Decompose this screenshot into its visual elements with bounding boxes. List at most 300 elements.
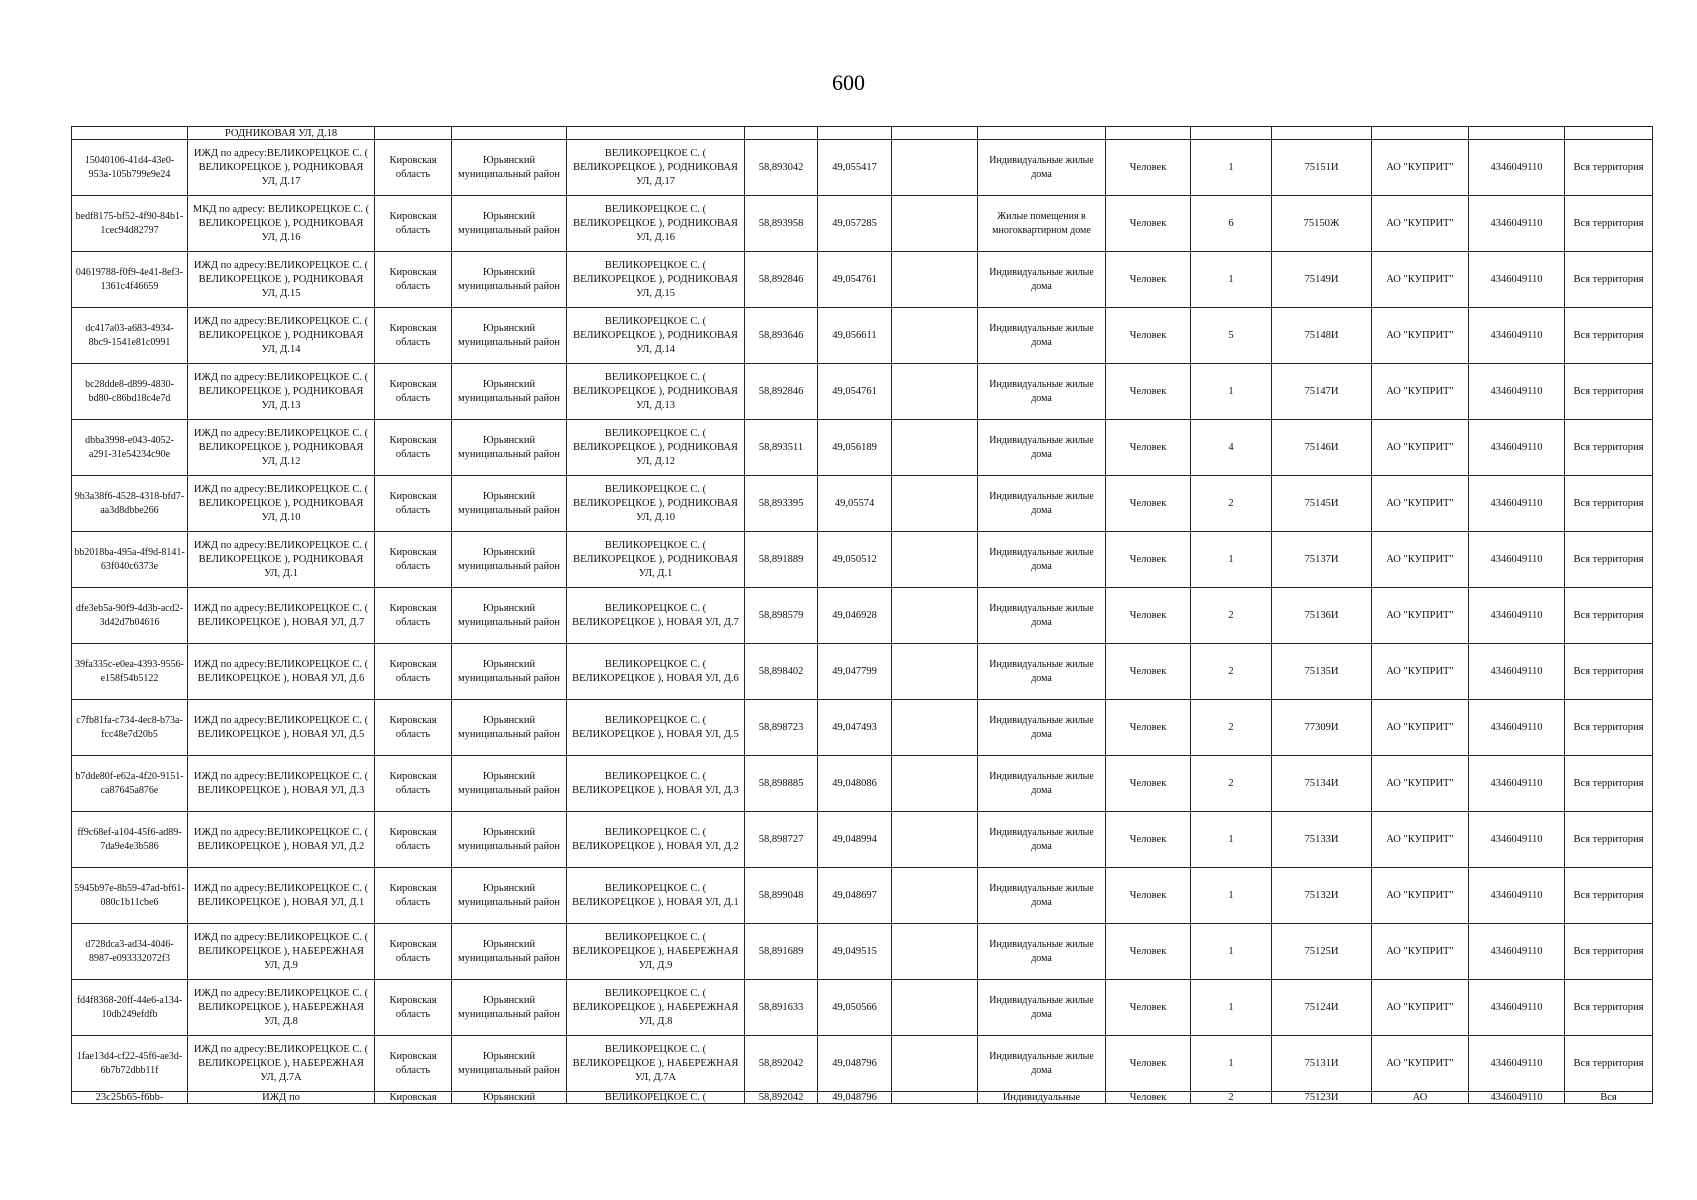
cell-id: b7dde80f-e62a-4f20-9151-ca87645a876e bbox=[72, 756, 188, 812]
cell-inn: 4346049110 bbox=[1469, 476, 1565, 532]
cell-id: bc28dde8-d899-4830-bd80-c86bd18c4e7d bbox=[72, 364, 188, 420]
cell-district bbox=[452, 127, 567, 140]
table-row bbox=[72, 1036, 1653, 1092]
cell-extra bbox=[892, 980, 978, 1036]
cell-zone: Вся территория bbox=[1565, 532, 1653, 588]
cell-district: Юрьянский муниципальный район bbox=[452, 756, 567, 812]
cell-qty: 1 bbox=[1191, 140, 1272, 196]
cell-id: 1fae13d4-cf22-45f6-ae3d-6b7b72dbb11f bbox=[72, 1036, 188, 1092]
cell-object: ИЖД по адресу:ВЕЛИКОРЕЦКОЕ С. ( ВЕЛИКОРЕЦКОЕ ), НАБЕРЕЖНАЯ УЛ, Д.7А bbox=[188, 1036, 375, 1092]
cell-unit: Человек bbox=[1106, 476, 1191, 532]
cell-region: Кировская bbox=[375, 1092, 452, 1104]
cell-id: c7fb81fa-c734-4ec8-b73a-fcc48e7d20b5 bbox=[72, 700, 188, 756]
cell-zone: Вся территория bbox=[1565, 588, 1653, 644]
cell-object: ИЖД по адресу:ВЕЛИКОРЕЦКОЕ С. ( ВЕЛИКОРЕЦКОЕ ), НОВАЯ УЛ, Д.5 bbox=[188, 700, 375, 756]
cell-code: 75124И bbox=[1272, 980, 1372, 1036]
cell-code: 75148И bbox=[1272, 308, 1372, 364]
cell-object: ИЖД по адресу:ВЕЛИКОРЕЦКОЕ С. ( ВЕЛИКОРЕЦКОЕ ), РОДНИКОВАЯ УЛ, Д.12 bbox=[188, 420, 375, 476]
table-row bbox=[72, 980, 1653, 1036]
trailing-row bbox=[72, 1092, 1653, 1104]
cell-lat: 58,898579 bbox=[745, 588, 818, 644]
cell-type: Индивидуальные жилые дома bbox=[978, 364, 1106, 420]
cell-inn: 4346049110 bbox=[1469, 980, 1565, 1036]
table-row bbox=[72, 700, 1653, 756]
cell-zone: Вся территория bbox=[1565, 756, 1653, 812]
cell-extra bbox=[892, 252, 978, 308]
cell-zone: Вся территория bbox=[1565, 364, 1653, 420]
cell-qty: 5 bbox=[1191, 308, 1272, 364]
cell-qty: 2 bbox=[1191, 1092, 1272, 1104]
cell-qty: 1 bbox=[1191, 812, 1272, 868]
cell-object: ИЖД по адресу:ВЕЛИКОРЕЦКОЕ С. ( ВЕЛИКОРЕЦКОЕ ), РОДНИКОВАЯ УЛ, Д.15 bbox=[188, 252, 375, 308]
cell-extra bbox=[892, 308, 978, 364]
cell-object: ИЖД по bbox=[188, 1092, 375, 1104]
cell-code: 75145И bbox=[1272, 476, 1372, 532]
cell-type: Индивидуальные жилые дома bbox=[978, 420, 1106, 476]
cell-address: ВЕЛИКОРЕЦКОЕ С. ( ВЕЛИКОРЕЦКОЕ ), НАБЕРЕЖНАЯ УЛ, Д.7А bbox=[567, 1036, 745, 1092]
cell-zone: Вся территория bbox=[1565, 980, 1653, 1036]
cell-qty: 2 bbox=[1191, 700, 1272, 756]
cell-region bbox=[375, 127, 452, 140]
cell-lon: 49,048994 bbox=[818, 812, 892, 868]
cell-inn: 4346049110 bbox=[1469, 308, 1565, 364]
cell-object: ИЖД по адресу:ВЕЛИКОРЕЦКОЕ С. ( ВЕЛИКОРЕЦКОЕ ), НАБЕРЕЖНАЯ УЛ, Д.9 bbox=[188, 924, 375, 980]
cell-qty: 1 bbox=[1191, 252, 1272, 308]
cell-extra bbox=[892, 868, 978, 924]
cell-code: 75131И bbox=[1272, 1036, 1372, 1092]
cell-org: АО "КУПРИТ" bbox=[1372, 980, 1469, 1036]
cell-unit: Человек bbox=[1106, 756, 1191, 812]
cell-qty: 2 bbox=[1191, 644, 1272, 700]
cell-id: 23c25b65-f6bb- bbox=[72, 1092, 188, 1104]
table-row bbox=[72, 140, 1653, 196]
cell-object: ИЖД по адресу:ВЕЛИКОРЕЦКОЕ С. ( ВЕЛИКОРЕЦКОЕ ), НОВАЯ УЛ, Д.7 bbox=[188, 588, 375, 644]
cell-lat bbox=[745, 127, 818, 140]
cell-unit: Человек bbox=[1106, 980, 1191, 1036]
cell-lat: 58,893646 bbox=[745, 308, 818, 364]
table-row bbox=[72, 252, 1653, 308]
cell-inn: 4346049110 bbox=[1469, 364, 1565, 420]
cell-lon: 49,048796 bbox=[818, 1092, 892, 1104]
cell-id bbox=[72, 127, 188, 140]
cell-type: Индивидуальные жилые дома bbox=[978, 812, 1106, 868]
cell-district: Юрьянский муниципальный район bbox=[452, 812, 567, 868]
cell-code: 75147И bbox=[1272, 364, 1372, 420]
cell-address: ВЕЛИКОРЕЦКОЕ С. ( ВЕЛИКОРЕЦКОЕ ), РОДНИКОВАЯ УЛ, Д.15 bbox=[567, 252, 745, 308]
cell-id: bedf8175-bf52-4f90-84b1-1cec94d82797 bbox=[72, 196, 188, 252]
cell-lat: 58,898727 bbox=[745, 812, 818, 868]
cell-unit: Человек bbox=[1106, 308, 1191, 364]
cell-region: Кировская область bbox=[375, 812, 452, 868]
cell-region: Кировская область bbox=[375, 924, 452, 980]
cell-district: Юрьянский муниципальный район bbox=[452, 868, 567, 924]
cell-inn: 4346049110 bbox=[1469, 420, 1565, 476]
cell-object: ИЖД по адресу:ВЕЛИКОРЕЦКОЕ С. ( ВЕЛИКОРЕЦКОЕ ), РОДНИКОВАЯ УЛ, Д.17 bbox=[188, 140, 375, 196]
cell-org: АО "КУПРИТ" bbox=[1372, 812, 1469, 868]
cell-code: 75134И bbox=[1272, 756, 1372, 812]
cell-zone: Вся территория bbox=[1565, 420, 1653, 476]
cell-org: АО "КУПРИТ" bbox=[1372, 532, 1469, 588]
table-row bbox=[72, 812, 1653, 868]
cell-district: Юрьянский муниципальный район bbox=[452, 140, 567, 196]
cell-org: АО "КУПРИТ" bbox=[1372, 252, 1469, 308]
cell-inn: 4346049110 bbox=[1469, 644, 1565, 700]
cell-inn: 4346049110 bbox=[1469, 196, 1565, 252]
cell-object: ИЖД по адресу:ВЕЛИКОРЕЦКОЕ С. ( ВЕЛИКОРЕЦКОЕ ), НОВАЯ УЛ, Д.3 bbox=[188, 756, 375, 812]
cell-lat: 58,892846 bbox=[745, 252, 818, 308]
cell-extra bbox=[892, 476, 978, 532]
cell-lon: 49,056611 bbox=[818, 308, 892, 364]
cell-district: Юрьянский муниципальный район bbox=[452, 980, 567, 1036]
cell-lon: 49,056189 bbox=[818, 420, 892, 476]
cell-lon: 49,050566 bbox=[818, 980, 892, 1036]
cell-inn: 4346049110 bbox=[1469, 140, 1565, 196]
cell-zone: Вся территория bbox=[1565, 812, 1653, 868]
cell-inn: 4346049110 bbox=[1469, 532, 1565, 588]
cell-id: 5945b97e-8b59-47ad-bf61-080c1b11cbe6 bbox=[72, 868, 188, 924]
table-row bbox=[72, 364, 1653, 420]
cell-qty: 1 bbox=[1191, 532, 1272, 588]
cell-zone bbox=[1565, 127, 1653, 140]
cell-region: Кировская область bbox=[375, 756, 452, 812]
cell-region: Кировская область bbox=[375, 532, 452, 588]
cell-id: 9b3a38f6-4528-4318-bfd7-aa3d8dbbe266 bbox=[72, 476, 188, 532]
cell-lat: 58,892042 bbox=[745, 1092, 818, 1104]
cell-unit: Человек bbox=[1106, 252, 1191, 308]
cell-region: Кировская область bbox=[375, 868, 452, 924]
cell-address: ВЕЛИКОРЕЦКОЕ С. ( ВЕЛИКОРЕЦКОЕ ), НОВАЯ УЛ, Д.5 bbox=[567, 700, 745, 756]
cell-extra bbox=[892, 1092, 978, 1104]
cell-lon: 49,049515 bbox=[818, 924, 892, 980]
cell-address: ВЕЛИКОРЕЦКОЕ С. ( ВЕЛИКОРЕЦКОЕ ), НАБЕРЕЖНАЯ УЛ, Д.8 bbox=[567, 980, 745, 1036]
cell-unit: Человек bbox=[1106, 364, 1191, 420]
cell-lat: 58,893511 bbox=[745, 420, 818, 476]
cell-qty: 2 bbox=[1191, 588, 1272, 644]
cell-lon: 49,048697 bbox=[818, 868, 892, 924]
cell-zone: Вся территория bbox=[1565, 196, 1653, 252]
cell-object: ИЖД по адресу:ВЕЛИКОРЕЦКОЕ С. ( ВЕЛИКОРЕЦКОЕ ), НОВАЯ УЛ, Д.2 bbox=[188, 812, 375, 868]
cell-object: РОДНИКОВАЯ УЛ, Д.18 bbox=[188, 127, 375, 140]
cell-object: МКД по адресу: ВЕЛИКОРЕЦКОЕ С. ( ВЕЛИКОРЕЦКОЕ ), РОДНИКОВАЯ УЛ, Д.16 bbox=[188, 196, 375, 252]
cell-lat: 58,898723 bbox=[745, 700, 818, 756]
cell-id: fd4f8368-20ff-44e6-a134-10db249efdfb bbox=[72, 980, 188, 1036]
cell-id: 15040106-41d4-43e0-953a-105b799e9e24 bbox=[72, 140, 188, 196]
cell-extra bbox=[892, 1036, 978, 1092]
cell-address: ВЕЛИКОРЕЦКОЕ С. ( ВЕЛИКОРЕЦКОЕ ), НОВАЯ УЛ, Д.7 bbox=[567, 588, 745, 644]
cell-region: Кировская область bbox=[375, 588, 452, 644]
cell-unit: Человек bbox=[1106, 868, 1191, 924]
cell-unit: Человек bbox=[1106, 140, 1191, 196]
cell-extra bbox=[892, 644, 978, 700]
cell-zone: Вся территория bbox=[1565, 644, 1653, 700]
cell-unit: Человек bbox=[1106, 196, 1191, 252]
cell-lon: 49,048796 bbox=[818, 1036, 892, 1092]
cell-org: АО "КУПРИТ" bbox=[1372, 924, 1469, 980]
cell-lon: 49,054761 bbox=[818, 252, 892, 308]
cell-inn bbox=[1469, 127, 1565, 140]
cell-org: АО "КУПРИТ" bbox=[1372, 756, 1469, 812]
cell-region: Кировская область bbox=[375, 420, 452, 476]
cell-address: ВЕЛИКОРЕЦКОЕ С. ( ВЕЛИКОРЕЦКОЕ ), НАБЕРЕЖНАЯ УЛ, Д.9 bbox=[567, 924, 745, 980]
cell-code bbox=[1272, 127, 1372, 140]
cell-extra bbox=[892, 588, 978, 644]
cell-code: 75146И bbox=[1272, 420, 1372, 476]
cell-org: АО "КУПРИТ" bbox=[1372, 644, 1469, 700]
cell-type: Индивидуальные жилые дома bbox=[978, 252, 1106, 308]
cell-zone: Вся территория bbox=[1565, 868, 1653, 924]
cell-id: 04619788-f0f9-4e41-8ef3-1361c4f46659 bbox=[72, 252, 188, 308]
cell-lon: 49,05574 bbox=[818, 476, 892, 532]
cell-zone: Вся территория bbox=[1565, 308, 1653, 364]
cell-id: ff9c68ef-a104-45f6-ad89-7da9e4e3b586 bbox=[72, 812, 188, 868]
cell-object: ИЖД по адресу:ВЕЛИКОРЕЦКОЕ С. ( ВЕЛИКОРЕЦКОЕ ), РОДНИКОВАЯ УЛ, Д.13 bbox=[188, 364, 375, 420]
cell-qty: 1 bbox=[1191, 868, 1272, 924]
cell-qty: 1 bbox=[1191, 980, 1272, 1036]
cell-region: Кировская область bbox=[375, 308, 452, 364]
cell-qty bbox=[1191, 127, 1272, 140]
cell-unit: Человек bbox=[1106, 1092, 1191, 1104]
cell-district: Юрьянский муниципальный район bbox=[452, 252, 567, 308]
cell-type: Индивидуальные bbox=[978, 1092, 1106, 1104]
cell-inn: 4346049110 bbox=[1469, 756, 1565, 812]
cell-code: 75132И bbox=[1272, 868, 1372, 924]
cell-unit: Человек bbox=[1106, 1036, 1191, 1092]
cell-district: Юрьянский муниципальный район bbox=[452, 420, 567, 476]
cell-org: АО "КУПРИТ" bbox=[1372, 476, 1469, 532]
cell-code: 75133И bbox=[1272, 812, 1372, 868]
cell-qty: 1 bbox=[1191, 924, 1272, 980]
cell-id: dfe3eb5a-90f9-4d3b-acd2-3d42d7b04616 bbox=[72, 588, 188, 644]
cell-zone: Вся территория bbox=[1565, 924, 1653, 980]
cell-unit bbox=[1106, 127, 1191, 140]
cell-extra bbox=[892, 532, 978, 588]
cell-qty: 1 bbox=[1191, 364, 1272, 420]
cell-region: Кировская область bbox=[375, 1036, 452, 1092]
cell-lat: 58,893958 bbox=[745, 196, 818, 252]
cell-district: Юрьянский муниципальный район bbox=[452, 308, 567, 364]
cell-id: bb2018ba-495a-4f9d-8141-63f040c6373e bbox=[72, 532, 188, 588]
cell-inn: 4346049110 bbox=[1469, 868, 1565, 924]
cell-zone: Вся территория bbox=[1565, 140, 1653, 196]
cell-org: АО "КУПРИТ" bbox=[1372, 140, 1469, 196]
cell-lat: 58,891633 bbox=[745, 980, 818, 1036]
cell-region: Кировская область bbox=[375, 364, 452, 420]
cell-type: Индивидуальные жилые дома bbox=[978, 980, 1106, 1036]
continued-row bbox=[72, 127, 1653, 140]
cell-district: Юрьянский bbox=[452, 1092, 567, 1104]
cell-lon: 49,050512 bbox=[818, 532, 892, 588]
cell-region: Кировская область bbox=[375, 476, 452, 532]
table-row bbox=[72, 756, 1653, 812]
cell-type bbox=[978, 127, 1106, 140]
cell-type: Индивидуальные жилые дома bbox=[978, 644, 1106, 700]
cell-district: Юрьянский муниципальный район bbox=[452, 1036, 567, 1092]
cell-lon: 49,046928 bbox=[818, 588, 892, 644]
cell-inn: 4346049110 bbox=[1469, 700, 1565, 756]
cell-type: Жилые помещения в многоквартирном доме bbox=[978, 196, 1106, 252]
cell-inn: 4346049110 bbox=[1469, 1092, 1565, 1104]
cell-org bbox=[1372, 127, 1469, 140]
cell-address: ВЕЛИКОРЕЦКОЕ С. ( ВЕЛИКОРЕЦКОЕ ), РОДНИКОВАЯ УЛ, Д.13 bbox=[567, 364, 745, 420]
register-body bbox=[72, 127, 1653, 1104]
cell-qty: 2 bbox=[1191, 756, 1272, 812]
cell-type: Индивидуальные жилые дома bbox=[978, 588, 1106, 644]
cell-type: Индивидуальные жилые дома bbox=[978, 140, 1106, 196]
cell-object: ИЖД по адресу:ВЕЛИКОРЕЦКОЕ С. ( ВЕЛИКОРЕЦКОЕ ), РОДНИКОВАЯ УЛ, Д.14 bbox=[188, 308, 375, 364]
cell-address: ВЕЛИКОРЕЦКОЕ С. ( ВЕЛИКОРЕЦКОЕ ), НОВАЯ УЛ, Д.6 bbox=[567, 644, 745, 700]
cell-org: АО "КУПРИТ" bbox=[1372, 588, 1469, 644]
cell-district: Юрьянский муниципальный район bbox=[452, 644, 567, 700]
cell-type: Индивидуальные жилые дома bbox=[978, 1036, 1106, 1092]
cell-type: Индивидуальные жилые дома bbox=[978, 700, 1106, 756]
cell-inn: 4346049110 bbox=[1469, 812, 1565, 868]
cell-inn: 4346049110 bbox=[1469, 924, 1565, 980]
cell-unit: Человек bbox=[1106, 644, 1191, 700]
cell-lon: 49,048086 bbox=[818, 756, 892, 812]
cell-address: ВЕЛИКОРЕЦКОЕ С. ( ВЕЛИКОРЕЦКОЕ ), РОДНИКОВАЯ УЛ, Д.14 bbox=[567, 308, 745, 364]
table-row bbox=[72, 588, 1653, 644]
cell-region: Кировская область bbox=[375, 196, 452, 252]
cell-org: АО "КУПРИТ" bbox=[1372, 700, 1469, 756]
cell-type: Индивидуальные жилые дома bbox=[978, 476, 1106, 532]
cell-qty: 1 bbox=[1191, 1036, 1272, 1092]
cell-lat: 58,891889 bbox=[745, 532, 818, 588]
cell-lat: 58,893042 bbox=[745, 140, 818, 196]
cell-type: Индивидуальные жилые дома bbox=[978, 756, 1106, 812]
cell-lat: 58,893395 bbox=[745, 476, 818, 532]
cell-unit: Человек bbox=[1106, 924, 1191, 980]
cell-district: Юрьянский муниципальный район bbox=[452, 532, 567, 588]
cell-extra bbox=[892, 700, 978, 756]
cell-address: ВЕЛИКОРЕЦКОЕ С. ( ВЕЛИКОРЕЦКОЕ ), НОВАЯ УЛ, Д.2 bbox=[567, 812, 745, 868]
cell-org: АО "КУПРИТ" bbox=[1372, 868, 1469, 924]
cell-code: 75123И bbox=[1272, 1092, 1372, 1104]
cell-object: ИЖД по адресу:ВЕЛИКОРЕЦКОЕ С. ( ВЕЛИКОРЕЦКОЕ ), НОВАЯ УЛ, Д.1 bbox=[188, 868, 375, 924]
cell-region: Кировская область bbox=[375, 980, 452, 1036]
cell-district: Юрьянский муниципальный район bbox=[452, 476, 567, 532]
cell-unit: Человек bbox=[1106, 420, 1191, 476]
cell-org: АО bbox=[1372, 1092, 1469, 1104]
cell-code: 77309И bbox=[1272, 700, 1372, 756]
cell-object: ИЖД по адресу:ВЕЛИКОРЕЦКОЕ С. ( ВЕЛИКОРЕЦКОЕ ), РОДНИКОВАЯ УЛ, Д.1 bbox=[188, 532, 375, 588]
cell-inn: 4346049110 bbox=[1469, 588, 1565, 644]
table-row bbox=[72, 644, 1653, 700]
cell-code: 75150Ж bbox=[1272, 196, 1372, 252]
cell-extra bbox=[892, 812, 978, 868]
cell-qty: 4 bbox=[1191, 420, 1272, 476]
cell-type: Индивидуальные жилые дома bbox=[978, 532, 1106, 588]
cell-lat: 58,892042 bbox=[745, 1036, 818, 1092]
cell-id: 39fa335c-e0ea-4393-9556-e158f54b5122 bbox=[72, 644, 188, 700]
cell-type: Индивидуальные жилые дома bbox=[978, 924, 1106, 980]
cell-lon: 49,055417 bbox=[818, 140, 892, 196]
cell-lon: 49,047493 bbox=[818, 700, 892, 756]
cell-district: Юрьянский муниципальный район bbox=[452, 364, 567, 420]
table-row bbox=[72, 196, 1653, 252]
cell-id: d728dca3-ad34-4046-8987-e093332072f3 bbox=[72, 924, 188, 980]
cell-code: 75135И bbox=[1272, 644, 1372, 700]
cell-lon: 49,057285 bbox=[818, 196, 892, 252]
cell-zone: Вся территория bbox=[1565, 252, 1653, 308]
cell-lat: 58,899048 bbox=[745, 868, 818, 924]
cell-id: dc417a03-a683-4934-8bc9-1541e81c0991 bbox=[72, 308, 188, 364]
cell-type: Индивидуальные жилые дома bbox=[978, 308, 1106, 364]
cell-lat: 58,898402 bbox=[745, 644, 818, 700]
cell-unit: Человек bbox=[1106, 700, 1191, 756]
cell-unit: Человек bbox=[1106, 532, 1191, 588]
cell-region: Кировская область bbox=[375, 700, 452, 756]
cell-extra bbox=[892, 364, 978, 420]
cell-address: ВЕЛИКОРЕЦКОЕ С. ( ВЕЛИКОРЕЦКОЕ ), РОДНИКОВАЯ УЛ, Д.10 bbox=[567, 476, 745, 532]
cell-org: АО "КУПРИТ" bbox=[1372, 196, 1469, 252]
cell-lat: 58,891689 bbox=[745, 924, 818, 980]
table-row bbox=[72, 532, 1653, 588]
cell-lon: 49,047799 bbox=[818, 644, 892, 700]
cell-unit: Человек bbox=[1106, 812, 1191, 868]
cell-qty: 2 bbox=[1191, 476, 1272, 532]
cell-org: АО "КУПРИТ" bbox=[1372, 364, 1469, 420]
cell-zone: Вся территория bbox=[1565, 700, 1653, 756]
cell-extra bbox=[892, 756, 978, 812]
cell-region: Кировская область bbox=[375, 140, 452, 196]
table-row bbox=[72, 868, 1653, 924]
cell-lat: 58,898885 bbox=[745, 756, 818, 812]
cell-extra bbox=[892, 127, 978, 140]
cell-lon bbox=[818, 127, 892, 140]
cell-address: ВЕЛИКОРЕЦКОЕ С. ( ВЕЛИКОРЕЦКОЕ ), НОВАЯ УЛ, Д.3 bbox=[567, 756, 745, 812]
cell-object: ИЖД по адресу:ВЕЛИКОРЕЦКОЕ С. ( ВЕЛИКОРЕЦКОЕ ), РОДНИКОВАЯ УЛ, Д.10 bbox=[188, 476, 375, 532]
cell-qty: 6 bbox=[1191, 196, 1272, 252]
cell-address: ВЕЛИКОРЕЦКОЕ С. ( ВЕЛИКОРЕЦКОЕ ), РОДНИКОВАЯ УЛ, Д.17 bbox=[567, 140, 745, 196]
cell-district: Юрьянский муниципальный район bbox=[452, 700, 567, 756]
cell-object: ИЖД по адресу:ВЕЛИКОРЕЦКОЕ С. ( ВЕЛИКОРЕЦКОЕ ), НАБЕРЕЖНАЯ УЛ, Д.8 bbox=[188, 980, 375, 1036]
cell-address: ВЕЛИКОРЕЦКОЕ С. ( ВЕЛИКОРЕЦКОЕ ), НОВАЯ УЛ, Д.1 bbox=[567, 868, 745, 924]
cell-extra bbox=[892, 924, 978, 980]
cell-code: 75151И bbox=[1272, 140, 1372, 196]
cell-zone: Вся bbox=[1565, 1092, 1653, 1104]
cell-inn: 4346049110 bbox=[1469, 1036, 1565, 1092]
cell-address: ВЕЛИКОРЕЦКОЕ С. ( ВЕЛИКОРЕЦКОЕ ), РОДНИКОВАЯ УЛ, Д.16 bbox=[567, 196, 745, 252]
cell-org: АО "КУПРИТ" bbox=[1372, 308, 1469, 364]
cell-object: ИЖД по адресу:ВЕЛИКОРЕЦКОЕ С. ( ВЕЛИКОРЕЦКОЕ ), НОВАЯ УЛ, Д.6 bbox=[188, 644, 375, 700]
cell-address bbox=[567, 127, 745, 140]
register-table bbox=[71, 126, 1653, 1104]
cell-lon: 49,054761 bbox=[818, 364, 892, 420]
cell-code: 75125И bbox=[1272, 924, 1372, 980]
cell-inn: 4346049110 bbox=[1469, 252, 1565, 308]
cell-address: ВЕЛИКОРЕЦКОЕ С. ( bbox=[567, 1092, 745, 1104]
table-row bbox=[72, 420, 1653, 476]
table-row bbox=[72, 924, 1653, 980]
cell-region: Кировская область bbox=[375, 644, 452, 700]
cell-address: ВЕЛИКОРЕЦКОЕ С. ( ВЕЛИКОРЕЦКОЕ ), РОДНИКОВАЯ УЛ, Д.12 bbox=[567, 420, 745, 476]
table-row bbox=[72, 476, 1653, 532]
cell-id: dbba3998-e043-4052-a291-31e54234c90e bbox=[72, 420, 188, 476]
table-row bbox=[72, 308, 1653, 364]
cell-district: Юрьянский муниципальный район bbox=[452, 924, 567, 980]
cell-lat: 58,892846 bbox=[745, 364, 818, 420]
cell-extra bbox=[892, 196, 978, 252]
cell-type: Индивидуальные жилые дома bbox=[978, 868, 1106, 924]
cell-district: Юрьянский муниципальный район bbox=[452, 196, 567, 252]
cell-org: АО "КУПРИТ" bbox=[1372, 420, 1469, 476]
cell-zone: Вся территория bbox=[1565, 1036, 1653, 1092]
page-number: 600 bbox=[832, 70, 865, 95]
cell-extra bbox=[892, 140, 978, 196]
cell-region: Кировская область bbox=[375, 252, 452, 308]
cell-address: ВЕЛИКОРЕЦКОЕ С. ( ВЕЛИКОРЕЦКОЕ ), РОДНИКОВАЯ УЛ, Д.1 bbox=[567, 532, 745, 588]
cell-zone: Вся территория bbox=[1565, 476, 1653, 532]
